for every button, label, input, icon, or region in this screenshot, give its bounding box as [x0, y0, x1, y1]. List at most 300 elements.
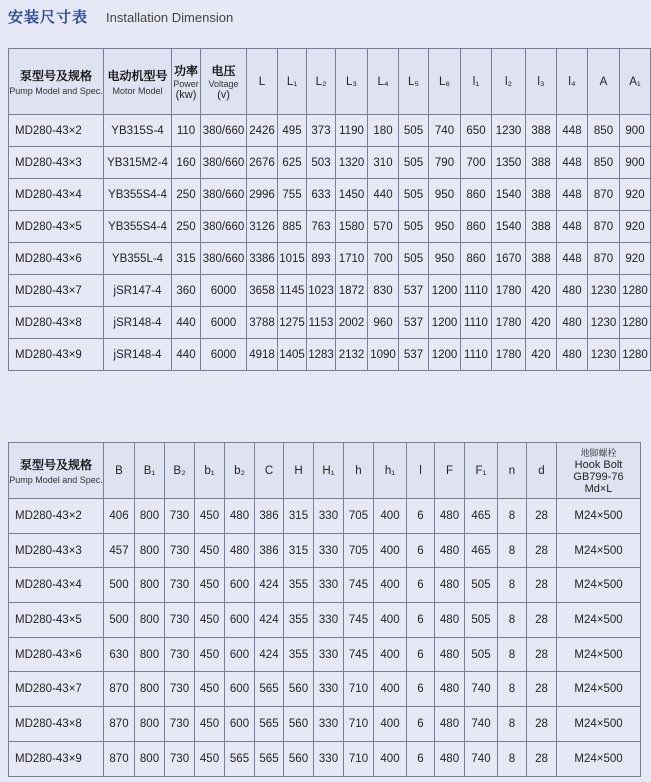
- voltage-cell: 6000: [201, 339, 247, 371]
- dimension-cell: 800: [135, 568, 165, 603]
- voltage-cell: 380/660: [201, 179, 247, 211]
- dimension-cell: 6: [407, 672, 435, 707]
- dimension-cell: 180: [368, 115, 399, 147]
- dimension-cell: 1090: [368, 339, 399, 371]
- dimension-cell: 1540: [492, 179, 526, 211]
- dimension-cell: 420: [526, 339, 557, 371]
- power-cell: 160: [172, 147, 201, 179]
- dimension-cell: 388: [526, 115, 557, 147]
- header-dim: L₆: [429, 49, 461, 115]
- dimension-cell: 745: [344, 637, 374, 672]
- dimension-cell: 790: [429, 147, 461, 179]
- dimension-cell: 730: [165, 533, 195, 568]
- dimension-cell: 1230: [588, 339, 620, 371]
- header-dim: l₄: [557, 49, 588, 115]
- dimension-cell: 388: [526, 211, 557, 243]
- dimension-cell: 505: [465, 568, 498, 603]
- dimension-cell: 1280: [620, 307, 651, 339]
- dimension-cell: 505: [399, 115, 429, 147]
- dimension-cell: 1540: [492, 211, 526, 243]
- table-row: [9, 115, 651, 147]
- dimension-cell: 400: [374, 741, 407, 776]
- dimension-cell: 2132: [336, 339, 368, 371]
- dimension-cell: 315: [284, 499, 314, 534]
- motor-model-cell: YB315M2-4: [104, 147, 172, 179]
- dimension-cell: 1580: [336, 211, 368, 243]
- pump-model-cell: MD280-43×3: [9, 533, 104, 568]
- dimension-cell: 560: [284, 672, 314, 707]
- dimension-cell: 1153: [307, 307, 336, 339]
- dimension-cell: 505: [465, 603, 498, 638]
- table-row: [9, 568, 641, 603]
- dimension-cell: 6: [407, 741, 435, 776]
- dimension-cell: 560: [284, 707, 314, 742]
- dimension-cell: 420: [526, 275, 557, 307]
- dimension-cell: 6: [407, 637, 435, 672]
- dimension-cell: 710: [344, 672, 374, 707]
- table-row: [9, 741, 641, 776]
- pump-model-cell: MD280-43×3: [9, 147, 104, 179]
- dimension-cell: 424: [255, 637, 284, 672]
- dimension-cell: 565: [225, 741, 255, 776]
- pump-model-cell: MD280-43×7: [9, 275, 104, 307]
- table-row: [9, 147, 651, 179]
- dimension-cell: 6: [407, 499, 435, 534]
- dimension-cell: 1110: [461, 275, 492, 307]
- dimension-cell: 800: [135, 533, 165, 568]
- dimension-cell: 1710: [336, 243, 368, 275]
- dimension-cell: 730: [165, 741, 195, 776]
- dimension-cell: 870: [104, 741, 135, 776]
- dimension-cell: 800: [135, 499, 165, 534]
- table-row: [9, 707, 641, 742]
- dimension-cell: 480: [557, 339, 588, 371]
- header-dim: l: [407, 443, 435, 499]
- dimension-cell: 4918: [247, 339, 278, 371]
- dimension-cell: 330: [314, 707, 344, 742]
- dimension-cell: 800: [135, 741, 165, 776]
- dimension-cell: 920: [620, 179, 651, 211]
- dimension-cell: 450: [195, 741, 225, 776]
- header-power: 功率 Power (kw): [172, 49, 201, 115]
- header-pump-model: 泵型号及规格 Pump Model and Spec.: [9, 443, 104, 499]
- dimension-cell: 450: [195, 637, 225, 672]
- header-dim: b₁: [195, 443, 225, 499]
- dimension-cell: 28: [527, 707, 557, 742]
- dimension-cell: 424: [255, 603, 284, 638]
- dimension-cell: 870: [588, 179, 620, 211]
- title-chinese: 安装尺寸表: [8, 8, 89, 26]
- pump-model-cell: MD280-43×8: [9, 307, 104, 339]
- dimension-cell: 763: [307, 211, 336, 243]
- dimension-cell: 8: [498, 637, 527, 672]
- table-row: [9, 307, 651, 339]
- header-dim: h: [344, 443, 374, 499]
- table-row: [9, 637, 641, 672]
- dimension-cell: 355: [284, 568, 314, 603]
- dimension-cell: 800: [135, 603, 165, 638]
- table-row: [9, 339, 651, 371]
- dimension-cell: 740: [429, 115, 461, 147]
- table-row: [9, 499, 641, 534]
- dimension-cell: 480: [557, 275, 588, 307]
- header-dim: b₂: [225, 443, 255, 499]
- power-cell: 110: [172, 115, 201, 147]
- motor-model-cell: YB355S4-4: [104, 179, 172, 211]
- table-row: [9, 603, 641, 638]
- dimension-cell: 2426: [247, 115, 278, 147]
- pump-model-cell: MD280-43×4: [9, 179, 104, 211]
- dimension-cell: 450: [195, 533, 225, 568]
- dimension-cell: 950: [429, 211, 461, 243]
- power-cell: 250: [172, 211, 201, 243]
- header-dim: L₂: [307, 49, 336, 115]
- dimension-cell: 355: [284, 603, 314, 638]
- dimension-cell: 570: [368, 211, 399, 243]
- dimension-cell: 893: [307, 243, 336, 275]
- dimension-cell: 950: [429, 179, 461, 211]
- dimension-cell: 465: [465, 533, 498, 568]
- header-dim: d: [527, 443, 557, 499]
- dimension-cell: 730: [165, 499, 195, 534]
- dimension-cell: 730: [165, 672, 195, 707]
- dimension-cell: 705: [344, 499, 374, 534]
- dimension-cell: 505: [399, 147, 429, 179]
- dimension-cell: 537: [399, 339, 429, 371]
- dimension-cell: 310: [368, 147, 399, 179]
- power-cell: 360: [172, 275, 201, 307]
- page-title: [8, 6, 233, 30]
- dimension-cell: 8: [498, 603, 527, 638]
- pump-model-cell: MD280-43×2: [9, 115, 104, 147]
- dimension-cell: 330: [314, 568, 344, 603]
- voltage-cell: 380/660: [201, 115, 247, 147]
- motor-model-cell: jSR147-4: [104, 275, 172, 307]
- hook-bolt-cell: M24×500: [557, 533, 641, 568]
- dimension-cell: 500: [104, 603, 135, 638]
- dimension-cell: 420: [526, 307, 557, 339]
- pump-model-cell: MD280-43×7: [9, 672, 104, 707]
- dimension-cell: 400: [374, 603, 407, 638]
- dimension-cell: 8: [498, 672, 527, 707]
- dimension-cell: 450: [195, 603, 225, 638]
- pump-model-cell: MD280-43×5: [9, 603, 104, 638]
- dimension-cell: 386: [255, 499, 284, 534]
- dimension-cell: 500: [104, 568, 135, 603]
- dimension-cell: 600: [225, 637, 255, 672]
- header-dim: L₃: [336, 49, 368, 115]
- motor-model-cell: YB315S-4: [104, 115, 172, 147]
- hook-bolt-cell: M24×500: [557, 499, 641, 534]
- dimension-cell: 505: [465, 637, 498, 672]
- voltage-cell: 380/660: [201, 211, 247, 243]
- dimension-cell: 505: [399, 179, 429, 211]
- dimension-cell: 400: [374, 672, 407, 707]
- dimension-cell: 6: [407, 707, 435, 742]
- dimension-cell: 480: [435, 568, 465, 603]
- dimension-cell: 448: [557, 147, 588, 179]
- dimension-cell: 560: [284, 741, 314, 776]
- dimension-cell: 400: [374, 637, 407, 672]
- table-row: [9, 243, 651, 275]
- dimension-cell: 465: [465, 499, 498, 534]
- power-cell: 315: [172, 243, 201, 275]
- dimension-cell: 2676: [247, 147, 278, 179]
- table2-header-row: [9, 443, 641, 499]
- header-dim: H: [284, 443, 314, 499]
- dimension-cell: 1280: [620, 275, 651, 307]
- pump-model-cell: MD280-43×6: [9, 243, 104, 275]
- table-row: [9, 211, 651, 243]
- dimension-cell: 386: [255, 533, 284, 568]
- dimension-cell: 495: [278, 115, 307, 147]
- header-dim: A: [588, 49, 620, 115]
- motor-model-cell: YB355L-4: [104, 243, 172, 275]
- voltage-cell: 6000: [201, 275, 247, 307]
- dimension-cell: 3658: [247, 275, 278, 307]
- dimension-cell: 1780: [492, 275, 526, 307]
- dimension-cell: 3126: [247, 211, 278, 243]
- dimension-cell: 3788: [247, 307, 278, 339]
- dimension-cell: 330: [314, 533, 344, 568]
- dimension-cell: 537: [399, 307, 429, 339]
- dimension-cell: 28: [527, 741, 557, 776]
- dimension-cell: 1280: [620, 339, 651, 371]
- power-cell: 440: [172, 339, 201, 371]
- dimension-cell: 8: [498, 741, 527, 776]
- header-dim: L₁: [278, 49, 307, 115]
- header-dim: B₂: [165, 443, 195, 499]
- dimension-cell: 745: [344, 568, 374, 603]
- dimension-cell: 920: [620, 243, 651, 275]
- header-dim: L: [247, 49, 278, 115]
- header-dim: h₁: [374, 443, 407, 499]
- dimension-cell: 440: [368, 179, 399, 211]
- motor-dimension-table: [8, 48, 651, 371]
- dimension-cell: 450: [195, 499, 225, 534]
- motor-model-cell: jSR148-4: [104, 339, 172, 371]
- dimension-cell: 400: [374, 707, 407, 742]
- dimension-cell: 537: [399, 275, 429, 307]
- base-dimension-table: [8, 442, 641, 777]
- dimension-cell: 740: [465, 707, 498, 742]
- dimension-cell: 505: [399, 243, 429, 275]
- dimension-cell: 1110: [461, 339, 492, 371]
- dimension-cell: 28: [527, 533, 557, 568]
- dimension-cell: 600: [225, 672, 255, 707]
- voltage-cell: 380/660: [201, 147, 247, 179]
- dimension-cell: 505: [399, 211, 429, 243]
- dimension-cell: 1275: [278, 307, 307, 339]
- dimension-cell: 633: [307, 179, 336, 211]
- dimension-cell: 480: [435, 603, 465, 638]
- dimension-cell: 650: [461, 115, 492, 147]
- dimension-cell: 503: [307, 147, 336, 179]
- dimension-cell: 480: [435, 741, 465, 776]
- dimension-cell: 448: [557, 211, 588, 243]
- dimension-cell: 450: [195, 568, 225, 603]
- dimension-cell: 1283: [307, 339, 336, 371]
- dimension-cell: 740: [465, 672, 498, 707]
- dimension-cell: 700: [368, 243, 399, 275]
- header-pump-model: 泵型号及规格 Pump Model and Spec.: [9, 49, 104, 115]
- dimension-cell: 1200: [429, 339, 461, 371]
- dimension-cell: 800: [135, 637, 165, 672]
- dimension-cell: 1350: [492, 147, 526, 179]
- dimension-cell: 1023: [307, 275, 336, 307]
- dimension-cell: 1230: [492, 115, 526, 147]
- dimension-cell: 1872: [336, 275, 368, 307]
- dimension-cell: 406: [104, 499, 135, 534]
- dimension-cell: 330: [314, 741, 344, 776]
- dimension-cell: 1450: [336, 179, 368, 211]
- dimension-cell: 710: [344, 707, 374, 742]
- dimension-cell: 565: [255, 741, 284, 776]
- header-dim: n: [498, 443, 527, 499]
- dimension-cell: 448: [557, 179, 588, 211]
- pump-model-cell: MD280-43×5: [9, 211, 104, 243]
- dimension-cell: 1670: [492, 243, 526, 275]
- dimension-cell: 730: [165, 603, 195, 638]
- dimension-cell: 860: [461, 179, 492, 211]
- hook-bolt-cell: M24×500: [557, 707, 641, 742]
- dimension-cell: 330: [314, 637, 344, 672]
- dimension-cell: 480: [435, 533, 465, 568]
- dimension-cell: 480: [557, 307, 588, 339]
- dimension-cell: 755: [278, 179, 307, 211]
- power-cell: 440: [172, 307, 201, 339]
- pump-model-cell: MD280-43×4: [9, 568, 104, 603]
- dimension-cell: 600: [225, 568, 255, 603]
- header-dim: B₁: [135, 443, 165, 499]
- header-dim: F₁: [465, 443, 498, 499]
- dimension-cell: 1190: [336, 115, 368, 147]
- table-row: [9, 672, 641, 707]
- dimension-cell: 730: [165, 707, 195, 742]
- dimension-cell: 480: [435, 637, 465, 672]
- dimension-cell: 480: [225, 499, 255, 534]
- dimension-cell: 565: [255, 707, 284, 742]
- dimension-cell: 28: [527, 603, 557, 638]
- dimension-cell: 1230: [588, 307, 620, 339]
- dimension-cell: 745: [344, 603, 374, 638]
- voltage-cell: 6000: [201, 307, 247, 339]
- dimension-cell: 625: [278, 147, 307, 179]
- dimension-cell: 8: [498, 707, 527, 742]
- dimension-cell: 450: [195, 672, 225, 707]
- dimension-cell: 1110: [461, 307, 492, 339]
- table-row: [9, 275, 651, 307]
- dimension-cell: 1780: [492, 339, 526, 371]
- pump-model-cell: MD280-43×6: [9, 637, 104, 672]
- dimension-cell: 1230: [588, 275, 620, 307]
- hook-bolt-cell: M24×500: [557, 637, 641, 672]
- header-dim: F: [435, 443, 465, 499]
- dimension-cell: 710: [344, 741, 374, 776]
- dimension-cell: 28: [527, 568, 557, 603]
- dimension-cell: 424: [255, 568, 284, 603]
- table-row: [9, 533, 641, 568]
- dimension-cell: 870: [588, 243, 620, 275]
- dimension-cell: 448: [557, 243, 588, 275]
- dimension-cell: 870: [104, 707, 135, 742]
- power-cell: 250: [172, 179, 201, 211]
- dimension-cell: 730: [165, 568, 195, 603]
- dimension-cell: 920: [620, 211, 651, 243]
- dimension-cell: 600: [225, 603, 255, 638]
- dimension-cell: 388: [526, 243, 557, 275]
- dimension-cell: 8: [498, 568, 527, 603]
- hook-bolt-cell: M24×500: [557, 568, 641, 603]
- dimension-cell: 705: [344, 533, 374, 568]
- dimension-cell: 600: [225, 707, 255, 742]
- dimension-cell: 480: [435, 707, 465, 742]
- header-motor-model: 电动机型号 Motor Model: [104, 49, 172, 115]
- dimension-cell: 960: [368, 307, 399, 339]
- dimension-cell: 6: [407, 568, 435, 603]
- dimension-cell: 870: [588, 211, 620, 243]
- dimension-cell: 480: [435, 499, 465, 534]
- dimension-cell: 28: [527, 637, 557, 672]
- dimension-cell: 870: [104, 672, 135, 707]
- table1-header-row: [9, 49, 651, 115]
- dimension-cell: 388: [526, 147, 557, 179]
- header-dim: H₁: [314, 443, 344, 499]
- dimension-cell: 457: [104, 533, 135, 568]
- dimension-cell: 1200: [429, 275, 461, 307]
- dimension-cell: 1015: [278, 243, 307, 275]
- motor-model-cell: YB355S4-4: [104, 211, 172, 243]
- header-dim: L₄: [368, 49, 399, 115]
- hook-bolt-cell: M24×500: [557, 741, 641, 776]
- dimension-cell: 740: [465, 741, 498, 776]
- motor-model-cell: jSR148-4: [104, 307, 172, 339]
- dimension-cell: 330: [314, 603, 344, 638]
- dimension-cell: 330: [314, 672, 344, 707]
- pump-model-cell: MD280-43×9: [9, 339, 104, 371]
- dimension-cell: 8: [498, 499, 527, 534]
- dimension-cell: 2996: [247, 179, 278, 211]
- dimension-cell: 1200: [429, 307, 461, 339]
- header-dim: l₁: [461, 49, 492, 115]
- dimension-cell: 330: [314, 499, 344, 534]
- dimension-cell: 450: [195, 707, 225, 742]
- dimension-cell: 315: [284, 533, 314, 568]
- dimension-cell: 860: [461, 243, 492, 275]
- dimension-cell: 700: [461, 147, 492, 179]
- dimension-cell: 355: [284, 637, 314, 672]
- header-dim: l₂: [492, 49, 526, 115]
- dimension-cell: 850: [588, 115, 620, 147]
- dimension-cell: 800: [135, 672, 165, 707]
- dimension-cell: 388: [526, 179, 557, 211]
- hook-bolt-cell: M24×500: [557, 672, 641, 707]
- dimension-cell: 6: [407, 533, 435, 568]
- dimension-cell: 850: [588, 147, 620, 179]
- dimension-cell: 480: [225, 533, 255, 568]
- dimension-cell: 2002: [336, 307, 368, 339]
- header-dim: L₅: [399, 49, 429, 115]
- dimension-cell: 630: [104, 637, 135, 672]
- dimension-cell: 400: [374, 499, 407, 534]
- dimension-cell: 730: [165, 637, 195, 672]
- header-dim: l₃: [526, 49, 557, 115]
- voltage-cell: 380/660: [201, 243, 247, 275]
- title-english: Installation Dimension: [106, 10, 234, 25]
- dimension-cell: 400: [374, 568, 407, 603]
- dimension-cell: 28: [527, 499, 557, 534]
- dimension-cell: 885: [278, 211, 307, 243]
